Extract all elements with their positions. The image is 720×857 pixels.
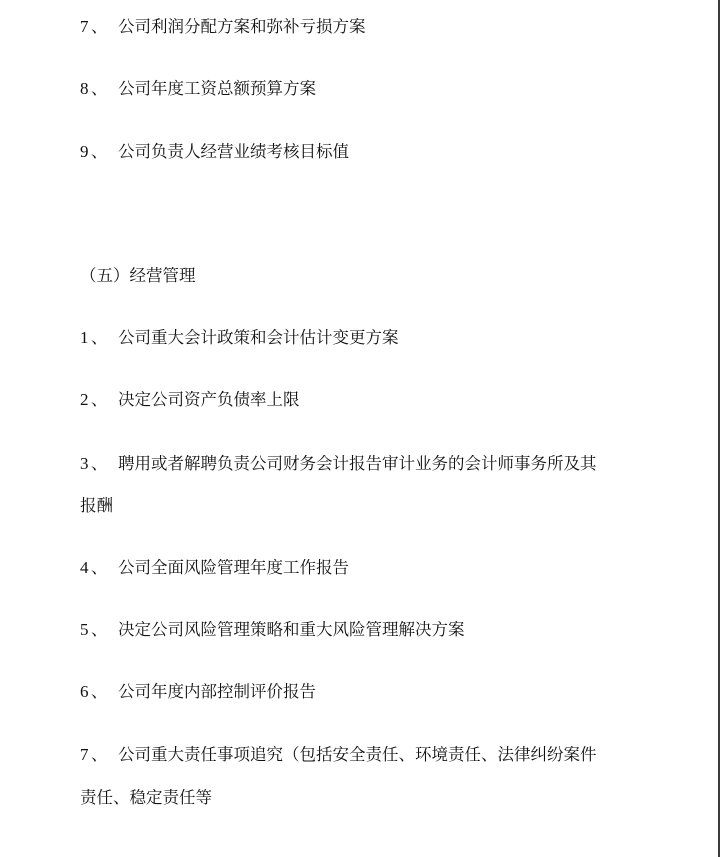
item-number: 8	[80, 79, 89, 98]
item-text: 公司重大责任事项追究（包括安全责任、环境责任、法律纠纷案件	[118, 745, 597, 764]
item-separator: 、	[91, 454, 108, 473]
item-text: 公司重大会计政策和会计估计变更方案	[118, 328, 399, 347]
item-number: 6	[80, 682, 89, 701]
item-text: 公司年度内部控制评价报告	[118, 682, 316, 701]
item-text: 公司年度工资总额预算方案	[118, 79, 316, 98]
item-number: 3	[80, 454, 89, 473]
item-text: 公司利润分配方案和弥补亏损方案	[118, 17, 366, 36]
item-separator: 、	[91, 558, 108, 577]
item-separator: 、	[91, 682, 108, 701]
item-text-continuation: 责任、稳定责任等	[80, 788, 212, 807]
item-number: 1	[80, 328, 89, 347]
item-number: 4	[80, 558, 89, 577]
item-text-continuation: 报酬	[80, 496, 113, 515]
item-number: 7	[80, 745, 89, 764]
item-number: 9	[80, 142, 89, 161]
item-number: 5	[80, 620, 89, 639]
item-separator: 、	[91, 745, 108, 764]
item-text: 决定公司资产负债率上限	[118, 390, 300, 409]
item-text: 公司负责人经营业绩考核目标值	[118, 142, 349, 161]
item-number: 2	[80, 390, 89, 409]
item-separator: 、	[91, 620, 108, 639]
item-separator: 、	[91, 328, 108, 347]
item-separator: 、	[91, 142, 108, 161]
item-separator: 、	[91, 390, 108, 409]
item-text: 决定公司风险管理策略和重大风险管理解决方案	[118, 620, 465, 639]
item-separator: 、	[91, 17, 108, 36]
item-separator: 、	[91, 79, 108, 98]
section-heading-text: （五）经营管理	[80, 266, 196, 285]
item-text: 聘用或者解聘负责公司财务会计报告审计业务的会计师事务所及其	[118, 454, 597, 473]
item-number: 7	[80, 17, 89, 36]
item-text: 公司全面风险管理年度工作报告	[118, 558, 349, 577]
